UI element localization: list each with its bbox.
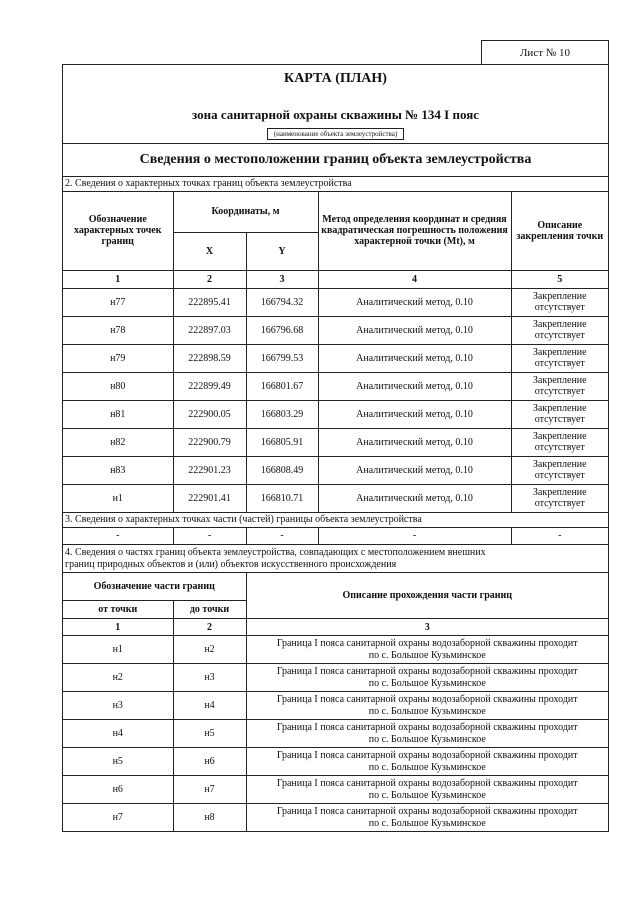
route-line-2: по с. Большое Кузьминское (368, 761, 486, 773)
section-title: Сведения о местоположении границ объекта землеустройства (63, 144, 608, 177)
header-desc: Описание прохождения части границ (246, 573, 608, 619)
col-number: 5 (511, 270, 608, 288)
method-cell: Аналитический метод, 0.10 (318, 316, 511, 344)
to-point: н2 (173, 636, 246, 664)
from-point: н4 (63, 720, 173, 748)
method-cell: Аналитический метод, 0.10 (318, 456, 511, 484)
route-description (246, 748, 608, 776)
point-label: н79 (63, 344, 173, 372)
col-number: 2 (173, 270, 246, 288)
map-subtitle: зона санитарной охраны скважины № 134 I пояс (191, 107, 480, 122)
table-row (63, 400, 608, 428)
col-number: 2 (173, 619, 246, 636)
fixing-cell (511, 288, 608, 316)
coord-x: 222895.41 (173, 288, 246, 316)
col-number: 4 (318, 270, 511, 288)
coord-y: 166794.32 (246, 288, 318, 316)
header-from: от точки (63, 601, 173, 619)
table-row (63, 664, 608, 692)
table-row (63, 720, 608, 748)
map-title: КАРТА (ПЛАН) (284, 71, 387, 86)
coord-x: 222897.03 (173, 316, 246, 344)
empty-cell: - (173, 528, 246, 544)
col-number: 3 (246, 619, 608, 636)
coord-x: 222898.59 (173, 344, 246, 372)
route-description (246, 664, 608, 692)
title-block (63, 65, 608, 144)
to-point: н3 (173, 664, 246, 692)
boundary-parts-table (63, 573, 608, 832)
route-line-1: Граница I пояса санитарной охраны водозаборной скважины проходит (276, 693, 578, 705)
fixing-line-1: Закрепление (532, 459, 587, 470)
empty-cell: - (318, 528, 511, 544)
route-line-2: по с. Большое Кузьминское (368, 677, 486, 689)
route-description (246, 720, 608, 748)
fixing-line-2: отсутствует (534, 330, 585, 341)
point-label: н82 (63, 428, 173, 456)
route-line-1: Граница I пояса санитарной охраны водозаборной скважины проходит (276, 637, 578, 649)
fixing-line-1: Закрепление (532, 319, 587, 330)
fixing-line-1: Закрепление (532, 431, 587, 442)
coord-y: 166799.53 (246, 344, 318, 372)
empty-cell: - (246, 528, 318, 544)
route-line-2: по с. Большое Кузьминское (368, 733, 486, 745)
route-line-1: Граница I пояса санитарной охраны водозаборной скважины проходит (276, 721, 578, 733)
to-point: н4 (173, 692, 246, 720)
point-label: н83 (63, 456, 173, 484)
points-table (63, 192, 608, 512)
fixing-cell (511, 316, 608, 344)
table-row (63, 288, 608, 316)
table-row (63, 776, 608, 804)
table-row (63, 484, 608, 512)
fixing-line-1: Закрепление (532, 347, 587, 358)
route-description (246, 692, 608, 720)
fixing-line-2: отсутствует (534, 302, 585, 313)
header-x: X (173, 232, 246, 270)
name-caption: (наименование объекта землеустройства) (267, 128, 404, 140)
route-line-1: Граница I пояса санитарной охраны водозаборной скважины проходит (276, 665, 578, 677)
coord-x: 222900.79 (173, 428, 246, 456)
header-coords: Координаты, м (173, 192, 318, 232)
fixing-cell (511, 428, 608, 456)
header-to: до точки (173, 601, 246, 619)
table-row (63, 636, 608, 664)
section3-table (63, 528, 608, 544)
col-number: 3 (246, 270, 318, 288)
fixing-line-2: отсутствует (534, 386, 585, 397)
method-cell: Аналитический метод, 0.10 (318, 344, 511, 372)
method-cell: Аналитический метод, 0.10 (318, 288, 511, 316)
method-cell: Аналитический метод, 0.10 (318, 484, 511, 512)
route-line-2: по с. Большое Кузьминское (368, 705, 486, 717)
coord-y: 166805.91 (246, 428, 318, 456)
section4-caption-line-1: 4. Сведения о частях границ объекта землеустройства, совпадающих с местоположением внешних (65, 546, 486, 558)
column-numbers-row (63, 619, 608, 636)
coord-y: 166801.67 (246, 372, 318, 400)
route-line-1: Граница I пояса санитарной охраны водозаборной скважины проходит (276, 805, 578, 817)
point-label: н1 (63, 484, 173, 512)
coord-x: 222900.05 (173, 400, 246, 428)
fixing-line-1: Закрепление (532, 487, 587, 498)
header-method: Метод определения координат и средняя квадратическая погрешность положения характерной точки (Mt), м (318, 192, 511, 270)
to-point: н7 (173, 776, 246, 804)
header-part: Обозначение части границ (63, 573, 246, 601)
coord-y: 166808.49 (246, 456, 318, 484)
fixing-line-1: Закрепление (532, 375, 587, 386)
route-line-2: по с. Большое Кузьминское (368, 817, 486, 829)
method-cell: Аналитический метод, 0.10 (318, 372, 511, 400)
route-line-1: Граница I пояса санитарной охраны водозаборной скважины проходит (276, 749, 578, 761)
route-description (246, 804, 608, 832)
to-point: н6 (173, 748, 246, 776)
table-row (63, 316, 608, 344)
from-point: н5 (63, 748, 173, 776)
coord-x: 222901.41 (173, 484, 246, 512)
fixing-cell (511, 344, 608, 372)
from-point: н6 (63, 776, 173, 804)
coord-x: 222899.49 (173, 372, 246, 400)
from-point: н1 (63, 636, 173, 664)
route-line-2: по с. Большое Кузьминское (368, 789, 486, 801)
route-description (246, 776, 608, 804)
sheet-number-label: Лист № 10 (481, 40, 609, 65)
table-row (63, 456, 608, 484)
to-point: н8 (173, 804, 246, 832)
method-cell: Аналитический метод, 0.10 (318, 400, 511, 428)
method-cell: Аналитический метод, 0.10 (318, 428, 511, 456)
route-line-2: по с. Большое Кузьминское (368, 649, 486, 661)
empty-cell: - (63, 528, 173, 544)
route-description (246, 636, 608, 664)
table-row (63, 372, 608, 400)
fixing-line-2: отсутствует (534, 498, 585, 509)
header-fixing: Описание закрепления точки (511, 192, 608, 270)
table-row (63, 428, 608, 456)
coord-y: 166796.68 (246, 316, 318, 344)
point-label: н77 (63, 288, 173, 316)
from-point: н2 (63, 664, 173, 692)
fixing-cell (511, 372, 608, 400)
header-point: Обозначение характерных точек границ (63, 192, 173, 270)
table-row (63, 344, 608, 372)
fixing-cell (511, 484, 608, 512)
column-numbers-row (63, 270, 608, 288)
fixing-line-2: отсутствует (534, 470, 585, 481)
table-row (63, 528, 608, 544)
from-point: н7 (63, 804, 173, 832)
point-label: н80 (63, 372, 173, 400)
col-number: 1 (63, 619, 173, 636)
point-label: н78 (63, 316, 173, 344)
section3-caption: 3. Сведения о характерных точках части (частей) границы объекта землеустройства (63, 512, 608, 528)
fixing-line-2: отсутствует (534, 358, 585, 369)
point-label: н81 (63, 400, 173, 428)
document-frame (62, 64, 609, 832)
col-number: 1 (63, 270, 173, 288)
fixing-line-1: Закрепление (532, 403, 587, 414)
table-row (63, 748, 608, 776)
route-line-1: Граница I пояса санитарной охраны водозаборной скважины проходит (276, 777, 578, 789)
table-row (63, 692, 608, 720)
section4-caption (63, 544, 608, 573)
header-y: Y (246, 232, 318, 270)
fixing-line-2: отсутствует (534, 414, 585, 425)
to-point: н5 (173, 720, 246, 748)
fixing-cell (511, 456, 608, 484)
fixing-line-1: Закрепление (532, 291, 587, 302)
fixing-cell (511, 400, 608, 428)
coord-y: 166810.71 (246, 484, 318, 512)
coord-y: 166803.29 (246, 400, 318, 428)
coord-x: 222901.23 (173, 456, 246, 484)
fixing-line-2: отсутствует (534, 442, 585, 453)
from-point: н3 (63, 692, 173, 720)
table-row (63, 804, 608, 832)
section2-caption: 2. Сведения о характерных точках границ объекта землеустройства (63, 177, 608, 192)
empty-cell: - (511, 528, 608, 544)
section4-caption-line-2: границ природных объектов и (или) объектов искусственного происхождения (65, 558, 397, 570)
name-caption-wrap (63, 123, 608, 143)
